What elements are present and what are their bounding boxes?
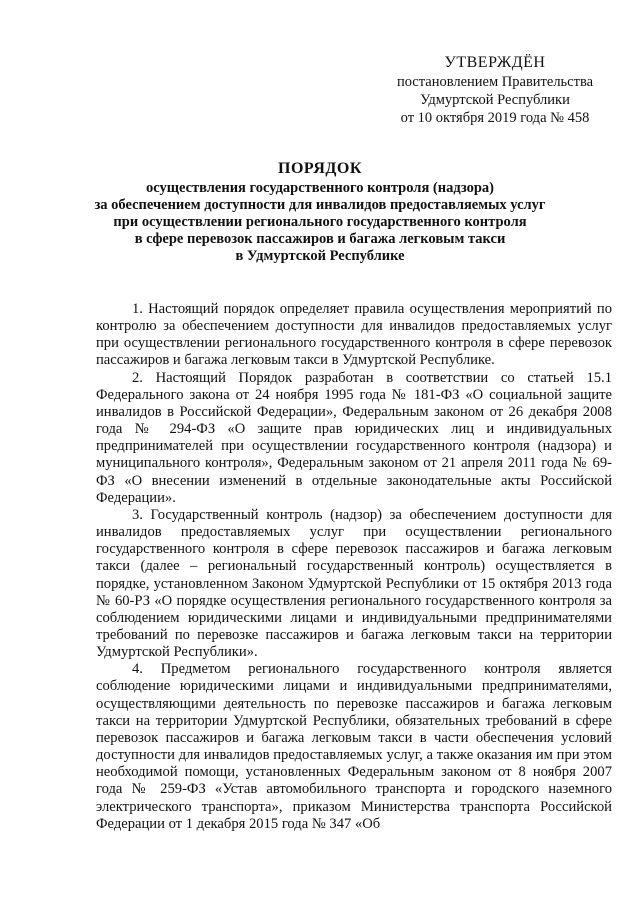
title-line: осуществления государственного контроля (надзора) [145, 180, 494, 196]
paragraph-2: 2. Настоящий Порядок разработан в соответствии со статьей 15.1 Федерального закона от 24 ноября 1995 года № 181-ФЗ «О социальной защите инвалидов в Российской Федерации», Федеральным законом от 26 декабря 2008 года № 294-ФЗ «О защите прав юридических лиц и индивидуальных предпринимателей при осуществлении государственного контроля (надзора) и муниципального контроля», Федеральным законом от 21 апреля 2011 года № 69-ФЗ «О внесении изменений в отдельные законодательные акты Российской Федерации». [96, 369, 612, 506]
approval-stamp [385, 54, 605, 127]
approval-line: Удмуртской Республики [420, 92, 570, 108]
title-line: при осуществлении регионального государственного контроля [113, 214, 527, 230]
document-title [80, 160, 560, 265]
approval-line: постановлением Правительства [396, 74, 594, 90]
approval-line: от 10 октября 2019 года № 458 [400, 110, 590, 126]
paragraph-1: 1. Настоящий порядок определяет правила осуществления мероприятий по контролю за обеспечением доступности для инвалидов предоставляемых услуг при осуществлении регионального государственного контроля в сфере перевозок пассажиров и багажа легковым такси в Удмуртской Республике. [96, 301, 612, 369]
title-line: в сфере перевозок пассажиров и багажа легковым такси [134, 231, 506, 247]
title-line: за обеспечением доступности для инвалидов предоставляемых услуг [94, 197, 546, 213]
title-heading: ПОРЯДОК [278, 160, 362, 177]
document-body [96, 301, 612, 833]
paragraph-3: 3. Государственный контроль (надзор) за обеспечением доступности для инвалидов предоставляемых услуг при осуществлении регионального государственного контроля в сфере перевозок пассажиров и багажа легковым такси (далее – региональный государственный контроль) осуществляется в порядке, установленном Законом Удмуртской Республики от 15 октября 2013 года № 60-РЗ «О порядке осуществления регионального государственного контроля за соблюдением юридическими лицами и индивидуальными предпринимателями требований по перевозке пассажиров и багажа легковым такси на территории Удмуртской Республики». [96, 506, 612, 661]
title-line: в Удмуртской Республике [235, 248, 405, 264]
paragraph-4: 4. Предметом регионального государственного контроля является соблюдение юридическими лицами и индивидуальными предпринимателями, осуществляющими деятельность по перевозке пассажиров и багажа легковым такси на территории Удмуртской Республики, обязательных требований в сфере перевозок пассажиров и багажа легковым такси в части обеспечения условий доступности для инвалидов предоставляемых услуг, а также оказания им при этом необходимой помощи, установленных Федеральным законом от 8 ноября 2007 года № 259-ФЗ «Устав автомобильного транспорта и городского наземного электрического транспорта», приказом Министерства транспорта Российской Федерации от 1 декабря 2015 года № 347 «Об [96, 661, 612, 832]
approval-heading: УТВЕРЖДЁН [444, 54, 546, 71]
